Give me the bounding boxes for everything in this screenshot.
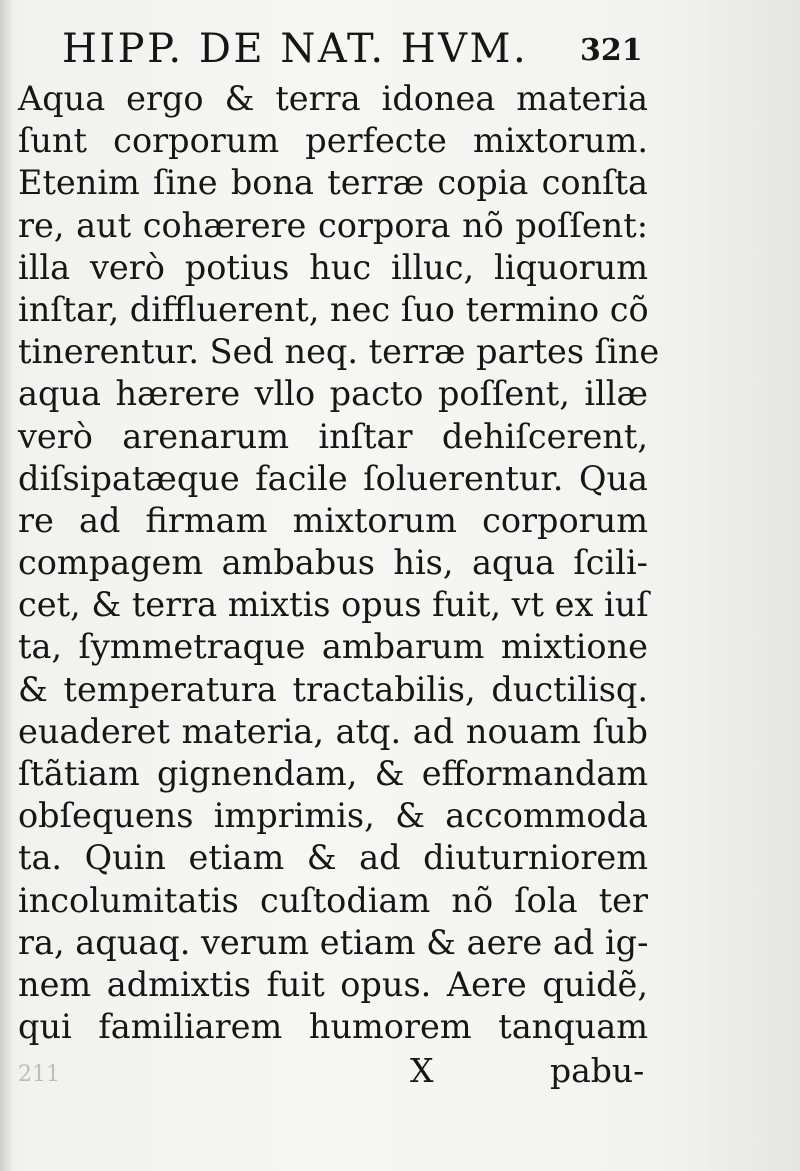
text-line: euaderet materia, atq. ad nouam ſub xyxy=(18,711,648,751)
text-line: ſtãtiam gignendam, & efformandam xyxy=(18,754,648,793)
text-line: incolumitatis cuſtodiam nõ ſola ter xyxy=(18,880,648,920)
text-line: ſunt corporum perfecte mixtorum. xyxy=(18,121,648,161)
text-line: re, aut cohærere corpora nõ poſſent: xyxy=(18,205,648,245)
text-line: nem admixtis fuit opus. Aere quidẽ, xyxy=(18,964,648,1004)
text-line: obſequens imprimis, & accommoda xyxy=(18,796,648,836)
gutter-shadow xyxy=(0,0,14,1171)
catchword: pabu- xyxy=(550,1051,645,1091)
text-line: Aqua ergo & terra idonea materia xyxy=(18,79,648,118)
text-line: diſsipatæque facile ſoluerentur. Qua xyxy=(18,458,648,498)
page-number: 321 xyxy=(580,33,643,68)
running-head xyxy=(18,20,648,78)
running-head-title: HIPP. DE NAT. HVM. xyxy=(62,26,529,72)
page-footer xyxy=(18,1048,648,1094)
text-line: illa verò potius huc illuc, liquorum xyxy=(18,247,648,287)
text-line: tinerentur. Sed neq. terræ partes ſine xyxy=(18,332,660,372)
text-line: cet, & terra mixtis opus fuit, vt ex iuſ xyxy=(18,585,649,625)
text-line: ta. Quin etiam & ad diuturniorem xyxy=(18,838,648,878)
bleed-through-page-number: 211 xyxy=(18,1062,60,1087)
text-line: ra, aquaq. verum etiam & aere ad ig- xyxy=(18,922,649,962)
text-block xyxy=(18,20,660,1094)
text-line: verò arenarum inſtar dehiſcerent, xyxy=(18,416,648,456)
text-line: compagem ambabus his, aqua ſcili- xyxy=(18,543,648,583)
text-line: re ad firmam mixtorum corporum xyxy=(18,500,648,540)
signature-mark: X xyxy=(410,1051,434,1091)
text-line: Etenim ſine bona terræ copia conſta xyxy=(18,163,648,203)
text-line: inſtar, diffluerent, nec ſuo termino cõ xyxy=(18,289,649,329)
text-line: qui familiarem humorem tanquam xyxy=(18,1007,648,1047)
text-line: aqua hærere vllo pacto poſſent, illæ xyxy=(18,374,648,414)
text-line: & temperatura tractabilis, ductilisq. xyxy=(18,669,648,709)
body-text xyxy=(18,78,660,1048)
text-line: ta, ſymmetraque ambarum mixtione xyxy=(18,627,648,667)
